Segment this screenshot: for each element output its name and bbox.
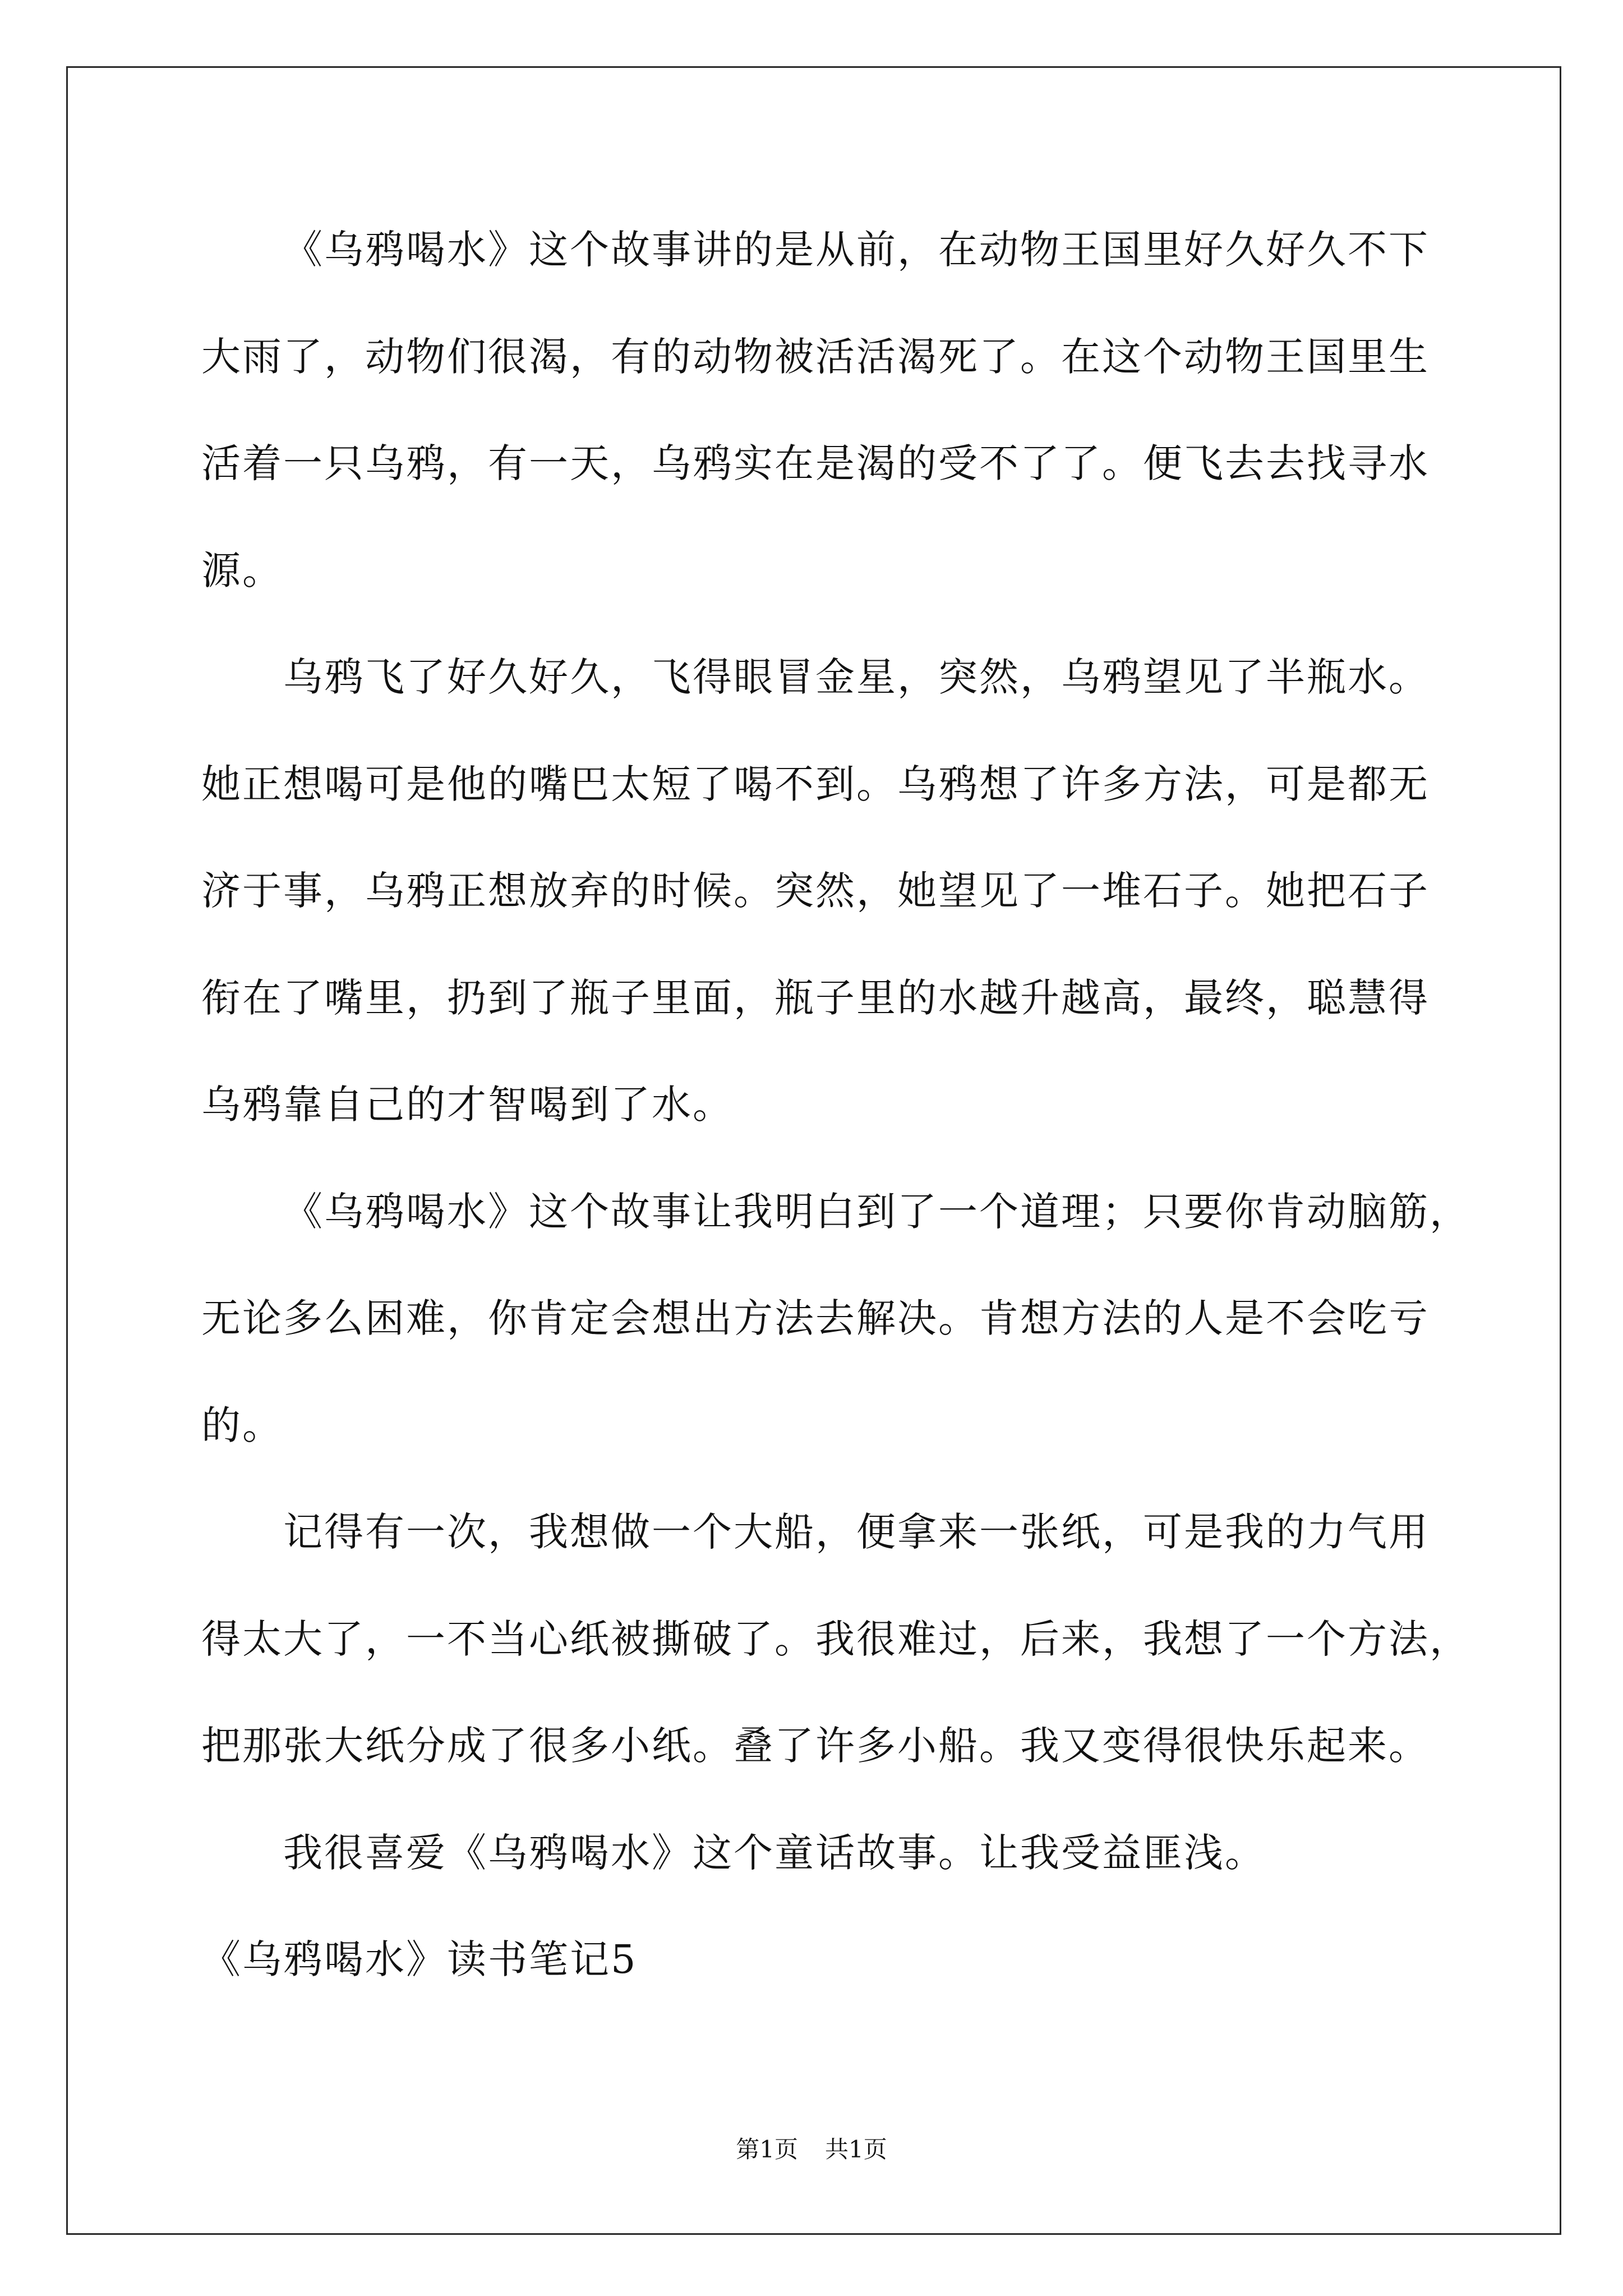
paragraph-line: 我很喜爱《乌鸦喝水》这个童话故事。让我受益匪浅。 [283, 1829, 1266, 1876]
paragraph-line: 《乌鸦喝水》这个故事让我明白到了一个道理；只要你肯动脑筋， [283, 1188, 1470, 1235]
paragraph-line: 无论多么困难，你肯定会想出方法去解决。肯想方法的人是不会吃亏 [201, 1295, 1430, 1341]
paragraph-line: 得太大了，一不当心纸被撕破了。我很难过，后来，我想了一个方法， [201, 1616, 1470, 1662]
paragraph-line: 的。 [201, 1402, 283, 1448]
paragraph-line: 她正想喝可是他的嘴巴太短了喝不到。乌鸦想了许多方法，可是都无 [201, 761, 1430, 807]
paragraph-line: 源。 [201, 547, 283, 593]
page-footer [0, 2133, 1623, 2166]
paragraph-line: 把那张大纸分成了很多小纸。叠了许多小船。我又变得很快乐起来。 [201, 1723, 1430, 1769]
paragraph-line: 济于事，乌鸦正想放弃的时候。突然，她望见了一堆石子。她把石子 [201, 868, 1430, 914]
paragraph-line: 活着一只乌鸦，有一天，乌鸦实在是渴的受不了了。便飞去去找寻水 [201, 440, 1430, 486]
page-number: 第1页 [736, 2136, 798, 2163]
page-total: 共1页 [825, 2136, 887, 2163]
paragraph-line: 乌鸦飞了好久好久，飞得眼冒金星，突然，乌鸦望见了半瓶水。 [283, 654, 1430, 700]
paragraph-line: 衔在了嘴里，扔到了瓶子里面，瓶子里的水越升越高，最终，聪慧得 [201, 974, 1430, 1021]
paragraph-line: 大雨了，动物们很渴，有的动物被活活渴死了。在这个动物王国里生 [201, 333, 1430, 380]
section-heading: 《乌鸦喝水》读书笔记5 [201, 1936, 638, 1982]
paragraph-line: 记得有一次，我想做一个大船，便拿来一张纸，可是我的力气用 [283, 1509, 1430, 1555]
paragraph-line: 《乌鸦喝水》这个故事讲的是从前，在动物王国里好久好久不下 [283, 227, 1430, 273]
paragraph-line: 乌鸦靠自己的才智喝到了水。 [201, 1082, 734, 1128]
